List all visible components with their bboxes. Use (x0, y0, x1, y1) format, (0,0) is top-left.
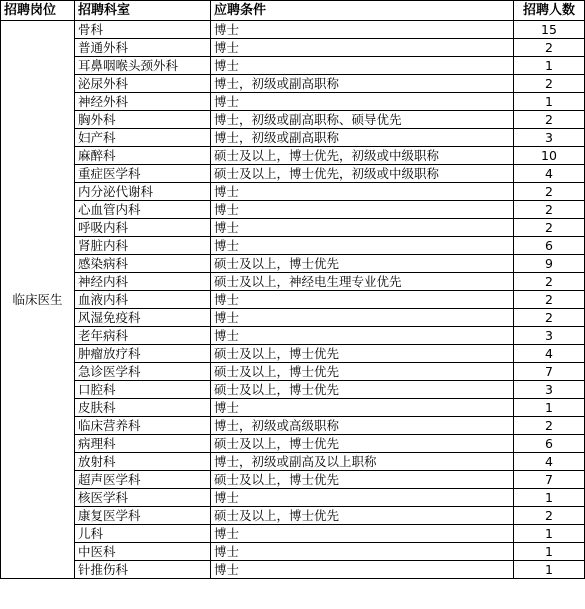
requirements-cell: 博士 (211, 291, 514, 309)
table-row (1, 471, 585, 489)
requirements-cell: 博士 (211, 525, 514, 543)
table-row (1, 237, 585, 255)
count-cell: 1 (514, 399, 585, 417)
department-cell: 儿科 (75, 525, 211, 543)
count-cell: 15 (514, 21, 585, 39)
table-row (1, 93, 585, 111)
requirements-cell: 博士 (211, 399, 514, 417)
count-cell: 2 (514, 111, 585, 129)
department-cell: 神经内科 (75, 273, 211, 291)
table-row (1, 327, 585, 345)
table-row (1, 309, 585, 327)
department-cell: 内分泌代谢科 (75, 183, 211, 201)
requirements-cell: 博士 (211, 57, 514, 75)
requirements-cell: 硕士及以上，博士优先 (211, 345, 514, 363)
department-cell: 病理科 (75, 435, 211, 453)
department-cell: 中医科 (75, 543, 211, 561)
department-cell: 临床营养科 (75, 417, 211, 435)
count-cell: 2 (514, 309, 585, 327)
count-cell: 4 (514, 345, 585, 363)
requirements-cell: 博士，初级或副高职称 (211, 75, 514, 93)
department-cell: 康复医学科 (75, 507, 211, 525)
requirements-cell: 博士 (211, 183, 514, 201)
header-requirements: 应聘条件 (211, 1, 514, 21)
requirements-cell: 博士 (211, 327, 514, 345)
table-row (1, 291, 585, 309)
count-cell: 2 (514, 201, 585, 219)
department-cell: 耳鼻咽喉头颈外科 (75, 57, 211, 75)
table-row (1, 399, 585, 417)
department-cell: 放射科 (75, 453, 211, 471)
department-cell: 口腔科 (75, 381, 211, 399)
requirements-cell: 博士 (211, 201, 514, 219)
table-row (1, 57, 585, 75)
count-cell: 4 (514, 165, 585, 183)
requirements-cell: 硕士及以上，博士优先 (211, 255, 514, 273)
table-row (1, 435, 585, 453)
department-cell: 肿瘤放疗科 (75, 345, 211, 363)
department-cell: 骨科 (75, 21, 211, 39)
department-cell: 风湿免疫科 (75, 309, 211, 327)
count-cell: 1 (514, 489, 585, 507)
requirements-cell: 博士 (211, 39, 514, 57)
table-row (1, 255, 585, 273)
requirements-cell: 博士 (211, 561, 514, 579)
count-cell: 2 (514, 507, 585, 525)
table-row (1, 273, 585, 291)
count-cell: 1 (514, 57, 585, 75)
table-row (1, 489, 585, 507)
count-cell: 2 (514, 273, 585, 291)
table-row (1, 525, 585, 543)
requirements-cell: 博士 (211, 309, 514, 327)
header-position: 招聘岗位 (1, 1, 75, 21)
department-cell: 心血管内科 (75, 201, 211, 219)
department-cell: 普通外科 (75, 39, 211, 57)
count-cell: 9 (514, 255, 585, 273)
department-cell: 胸外科 (75, 111, 211, 129)
table-row (1, 147, 585, 165)
requirements-cell: 硕士及以上，博士优先，初级或中级职称 (211, 165, 514, 183)
count-cell: 1 (514, 525, 585, 543)
table-row (1, 381, 585, 399)
count-cell: 1 (514, 93, 585, 111)
count-cell: 7 (514, 363, 585, 381)
table-row (1, 345, 585, 363)
department-cell: 老年病科 (75, 327, 211, 345)
count-cell: 4 (514, 453, 585, 471)
department-cell: 重症医学科 (75, 165, 211, 183)
department-cell: 泌尿外科 (75, 75, 211, 93)
count-cell: 7 (514, 471, 585, 489)
count-cell: 2 (514, 219, 585, 237)
count-cell: 6 (514, 237, 585, 255)
requirements-cell: 博士，初级或高级职称 (211, 417, 514, 435)
department-cell: 麻醉科 (75, 147, 211, 165)
count-cell: 2 (514, 39, 585, 57)
department-cell: 超声医学科 (75, 471, 211, 489)
table-row (1, 165, 585, 183)
requirements-cell: 博士 (211, 219, 514, 237)
table-row (1, 183, 585, 201)
table-row (1, 417, 585, 435)
department-cell: 妇产科 (75, 129, 211, 147)
requirements-cell: 博士，初级或副高及以上职称 (211, 453, 514, 471)
count-cell: 1 (514, 561, 585, 579)
header-row (1, 1, 585, 21)
department-cell: 核医学科 (75, 489, 211, 507)
requirements-cell: 硕士及以上，博士优先 (211, 381, 514, 399)
department-cell: 皮肤科 (75, 399, 211, 417)
requirements-cell: 博士 (211, 489, 514, 507)
count-cell: 2 (514, 417, 585, 435)
position-cell: 临床医生 (1, 21, 75, 579)
requirements-cell: 硕士及以上，博士优先 (211, 507, 514, 525)
requirements-cell: 博士，初级或副高职称、硕导优先 (211, 111, 514, 129)
header-department: 招聘科室 (75, 1, 211, 21)
department-cell: 针推伤科 (75, 561, 211, 579)
department-cell: 神经外科 (75, 93, 211, 111)
table-row (1, 543, 585, 561)
table-header (1, 1, 585, 21)
table-row (1, 219, 585, 237)
count-cell: 6 (514, 435, 585, 453)
table-row (1, 75, 585, 93)
requirements-cell: 博士 (211, 93, 514, 111)
department-cell: 感染病科 (75, 255, 211, 273)
department-cell: 血液内科 (75, 291, 211, 309)
requirements-cell: 硕士及以上，博士优先，初级或中级职称 (211, 147, 514, 165)
count-cell: 2 (514, 75, 585, 93)
department-cell: 肾脏内科 (75, 237, 211, 255)
table-row (1, 363, 585, 381)
table-row (1, 39, 585, 57)
table-row (1, 129, 585, 147)
requirements-cell: 硕士及以上，神经电生理专业优先 (211, 273, 514, 291)
table-row (1, 453, 585, 471)
table-row (1, 111, 585, 129)
requirements-cell: 硕士及以上，博士优先 (211, 363, 514, 381)
table-body (1, 21, 585, 579)
requirements-cell: 博士 (211, 21, 514, 39)
table-row (1, 561, 585, 579)
requirements-cell: 硕士及以上，博士优先 (211, 471, 514, 489)
requirements-cell: 博士 (211, 237, 514, 255)
count-cell: 3 (514, 381, 585, 399)
count-cell: 2 (514, 183, 585, 201)
requirements-cell: 博士，初级或副高职称 (211, 129, 514, 147)
table-row (1, 507, 585, 525)
count-cell: 3 (514, 129, 585, 147)
department-cell: 急诊医学科 (75, 363, 211, 381)
count-cell: 2 (514, 291, 585, 309)
table-row (1, 201, 585, 219)
requirements-cell: 博士 (211, 543, 514, 561)
count-cell: 10 (514, 147, 585, 165)
count-cell: 3 (514, 327, 585, 345)
header-count: 招聘人数 (514, 1, 585, 21)
count-cell: 1 (514, 543, 585, 561)
requirements-cell: 硕士及以上，博士优先 (211, 435, 514, 453)
table-row (1, 21, 585, 39)
department-cell: 呼吸内科 (75, 219, 211, 237)
